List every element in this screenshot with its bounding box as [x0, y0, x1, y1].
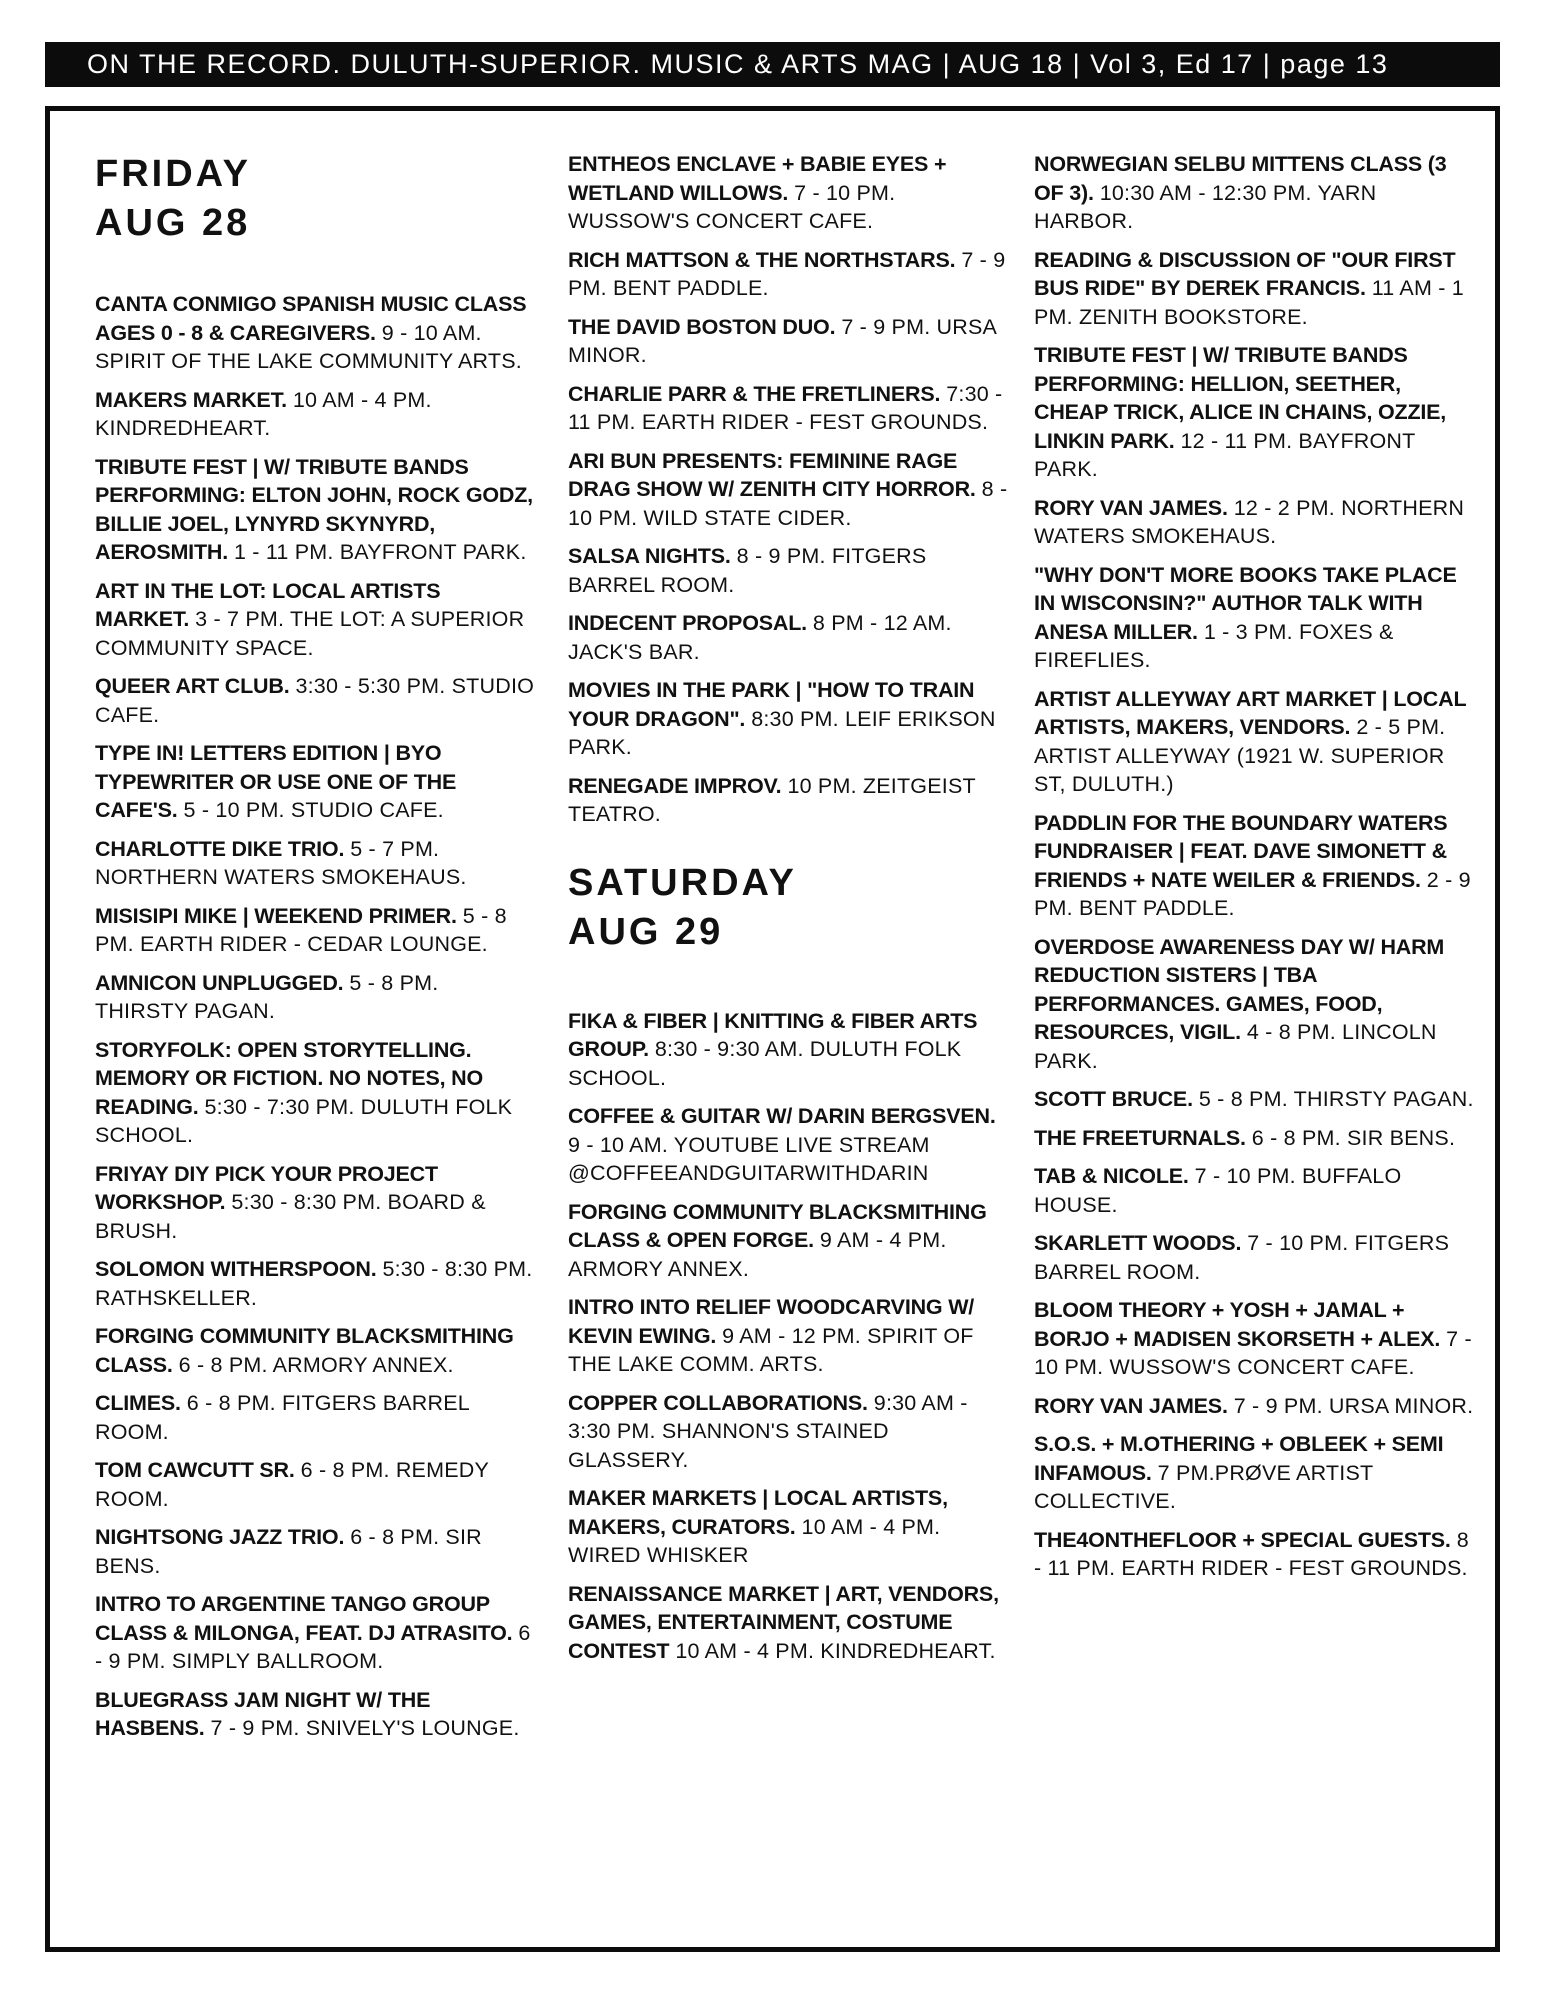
event-listing [1034, 1430, 1474, 1516]
event-details: 5 - 10 PM. STUDIO CAFE. [183, 798, 444, 822]
event-title: SKARLETT WOODS. [1034, 1231, 1242, 1255]
event-details: 10 PM. ZEITGEIST TEATRO. [568, 773, 976, 826]
event-listing [568, 150, 1008, 236]
event-title: SCOTT BRUCE. [1034, 1087, 1193, 1111]
event-details: 7:30 - 11 PM. EARTH RIDER - FEST GROUNDS. [568, 381, 1003, 434]
event-details: 5 - 8 PM. EARTH RIDER - CEDAR LOUNGE. [95, 903, 507, 956]
event-details: 7 - 9 PM. URSA MINOR. [568, 314, 996, 367]
event-title: MAKERS MARKET. [95, 387, 287, 412]
event-title: PADDLIN FOR THE BOUNDARY WATERS FUNDRAISER | FEAT. DAVE SIMONETT & FRIENDS + NATE WEILER & FRIENDS. [1034, 810, 1448, 892]
event-title: ENTHEOS ENCLAVE + BABIE EYES + WETLAND WILLOWS. [568, 152, 947, 205]
event-listing [568, 447, 1008, 533]
event-details: 10 AM - 4 PM. KINDREDHEART. [675, 1638, 996, 1663]
event-details: 5:30 - 8:30 PM. BOARD & BRUSH. [95, 1190, 486, 1243]
event-details: 6 - 9 PM. SIMPLY BALLROOM. [95, 1620, 531, 1673]
event-listing [1034, 809, 1474, 923]
event-title: INDECENT PROPOSAL. [568, 611, 807, 635]
event-listing [1034, 1526, 1474, 1583]
event-details: 5:30 - 7:30 PM. DULUTH FOLK SCHOOL. [95, 1094, 513, 1147]
saturday-heading [568, 859, 1008, 957]
event-listing [1034, 933, 1474, 1076]
page-header-bar [45, 42, 1500, 87]
event-listing [1034, 561, 1474, 675]
event-listing [568, 772, 1008, 829]
event-details: 5 - 8 PM. THIRSTY PAGAN. [1198, 1087, 1474, 1111]
event-listing [95, 1686, 535, 1743]
event-title: FORGING COMMUNITY BLACKSMITHING CLASS & OPEN FORGE. [568, 1199, 987, 1252]
event-title: STORYFOLK: OPEN STORYTELLING. MEMORY OR FICTION. NO NOTES, NO READING. [95, 1037, 483, 1119]
event-title: COPPER COLLABORATIONS. [568, 1390, 868, 1415]
friday-events-list-2 [568, 150, 1008, 829]
event-details: 6 - 8 PM. SIR BENS. [95, 1525, 482, 1578]
event-details: 9 - 10 AM. YOUTUBE LIVE STREAM @COFFEEANDGUITARWITHDARIN [568, 1132, 930, 1185]
event-listing [95, 739, 535, 825]
event-title: "WHY DON'T MORE BOOKS TAKE PLACE IN WISCONSIN?" AUTHOR TALK WITH ANESA MILLER. [1034, 562, 1457, 644]
event-listing [95, 386, 535, 443]
event-details: 12 - 11 PM. BAYFRONT PARK. [1034, 428, 1416, 481]
event-title: THE FREETURNALS. [1034, 1125, 1246, 1150]
event-title: S.O.S. + M.OTHERING + OBLEEK + SEMI INFAMOUS. [1034, 1432, 1444, 1485]
event-listing [95, 1322, 535, 1379]
event-details: 4 - 8 PM. LINCOLN PARK. [1034, 1020, 1437, 1073]
event-listing [1034, 494, 1474, 551]
event-title: TRIBUTE FEST | W/ TRIBUTE BANDS PERFORMING: HELLION, SEETHER, CHEAP TRICK, ALICE IN CHAINS, OZZIE, LINKIN PARK. [1034, 343, 1447, 453]
event-details: 10:30 AM - 12:30 PM. YARN HARBOR. [1034, 180, 1377, 233]
event-title: CHARLOTTE DIKE TRIO. [95, 836, 345, 861]
event-details: 3:30 - 5:30 PM. STUDIO CAFE. [95, 674, 535, 727]
event-details: 7 - 10 PM. WUSSOW'S CONCERT CAFE. [1034, 1326, 1472, 1379]
event-title: RORY VAN JAMES. [1034, 1393, 1228, 1418]
event-title: SOLOMON WITHERSPOON. [95, 1257, 377, 1281]
event-title: RENEGADE IMPROV. [568, 773, 782, 798]
event-title: RORY VAN JAMES. [1034, 495, 1228, 520]
event-title: TRIBUTE FEST | W/ TRIBUTE BANDS PERFORMING: ELTON JOHN, ROCK GODZ, BILLIE JOEL, LYNYRD SKYNYRD, AEROSMITH. [95, 454, 533, 564]
saturday-events-list-1 [568, 1007, 1008, 1666]
event-title: THE DAVID BOSTON DUO. [568, 314, 836, 339]
column-1 [95, 150, 535, 1753]
event-details: 8 - 10 PM. WILD STATE CIDER. [568, 477, 1008, 530]
column-2 [568, 150, 1008, 1675]
event-listing [1034, 1229, 1474, 1286]
event-details: 8:30 PM. LEIF ERIKSON PARK. [568, 706, 996, 759]
saturday-heading-date: AUG 29 [568, 910, 724, 953]
event-listing [95, 835, 535, 892]
event-listing [95, 1456, 535, 1513]
event-details: 7 - 9 PM. URSA MINOR. [1233, 1393, 1474, 1418]
event-title: AMNICON UNPLUGGED. [95, 970, 344, 995]
event-details: 1 - 3 PM. FOXES & FIREFLIES. [1034, 619, 1394, 672]
event-title: TYPE IN! LETTERS EDITION | BYO TYPEWRITER OR USE ONE OF THE CAFE'S. [95, 741, 457, 822]
event-listing [95, 1590, 535, 1676]
event-listing [95, 453, 535, 567]
event-details: 10 AM - 4 PM. KINDREDHEART. [95, 387, 432, 440]
event-details: 9:30 AM - 3:30 PM. SHANNON'S STAINED GLASSERY. [568, 1390, 968, 1472]
event-details: 8:30 - 9:30 AM. DULUTH FOLK SCHOOL. [568, 1037, 962, 1090]
event-listing [568, 1580, 1008, 1666]
event-title: FRIYAY DIY PICK YOUR PROJECT WORKSHOP. [95, 1161, 438, 1214]
event-details: 6 - 8 PM. FITGERS BARREL ROOM. [95, 1391, 470, 1444]
event-title: THE4ONTHEFLOOR + SPECIAL GUESTS. [1034, 1527, 1451, 1552]
event-details: 11 AM - 1 PM. ZENITH BOOKSTORE. [1034, 276, 1464, 329]
event-details: 9 AM - 12 PM. SPIRIT OF THE LAKE COMM. ARTS. [568, 1323, 974, 1376]
saturday-heading-day: SATURDAY [568, 861, 797, 904]
event-details: 9 AM - 4 PM. ARMORY ANNEX. [568, 1228, 947, 1281]
event-details: 2 - 9 PM. BENT PADDLE. [1034, 867, 1471, 920]
event-listing [1034, 246, 1474, 332]
event-details: 7 PM.PRØVE ARTIST COLLECTIVE. [1034, 1460, 1373, 1513]
event-details: 10 AM - 4 PM. WIRED WHISKER [568, 1514, 941, 1567]
event-details: 8 PM - 12 AM. JACK'S BAR. [568, 611, 952, 664]
event-title: NORWEGIAN SELBU MITTENS CLASS (3 OF 3). [1034, 152, 1447, 205]
event-listing [568, 1484, 1008, 1570]
event-details: 8 - 9 PM. FITGERS BARREL ROOM. [568, 544, 927, 597]
event-title: FIKA & FIBER | KNITTING & FIBER ARTS GROUP. [568, 1008, 978, 1061]
event-listing [1034, 1296, 1474, 1382]
event-title: BLOOM THEORY + YOSH + JAMAL + BORJO + MADISEN SKORSETH + ALEX. [1034, 1298, 1441, 1351]
event-listing [1034, 1162, 1474, 1219]
event-details: 5:30 - 8:30 PM. RATHSKELLER. [95, 1257, 533, 1310]
event-details: 7 - 10 PM. BUFFALO HOUSE. [1034, 1164, 1402, 1217]
event-title: TOM CAWCUTT SR. [95, 1458, 295, 1482]
event-listing [1034, 1392, 1474, 1421]
event-details: 5 - 8 PM. THIRSTY PAGAN. [95, 970, 439, 1023]
event-details: 8 - 11 PM. EARTH RIDER - FEST GROUNDS. [1034, 1527, 1469, 1580]
friday-heading-date: AUG 28 [95, 202, 251, 244]
event-listing [95, 902, 535, 959]
event-details: 6 - 8 PM. SIR BENS. [1251, 1125, 1456, 1150]
event-listing [1034, 341, 1474, 484]
event-details: 1 - 11 PM. BAYFRONT PARK. [233, 540, 527, 564]
event-listing [1034, 685, 1474, 799]
event-details: 7 - 9 PM. BENT PADDLE. [568, 247, 1006, 300]
event-title: CLIMES. [95, 1391, 181, 1415]
event-details: 6 - 8 PM. REMEDY ROOM. [95, 1458, 489, 1511]
event-title: BLUEGRASS JAM NIGHT W/ THE HASBENS. [95, 1687, 431, 1740]
event-listing [568, 1389, 1008, 1475]
event-listing [1034, 1124, 1474, 1153]
event-listing [568, 246, 1008, 303]
friday-events-list-1 [95, 290, 535, 1743]
column-3 [1034, 150, 1474, 1593]
event-listing [95, 1389, 535, 1446]
event-listing [95, 1036, 535, 1150]
event-title: SALSA NIGHTS. [568, 544, 731, 568]
event-title: ART IN THE LOT: LOCAL ARTISTS MARKET. [95, 578, 441, 631]
event-listing [95, 1523, 535, 1580]
event-details: 12 - 2 PM. NORTHERN WATERS SMOKEHAUS. [1034, 495, 1465, 548]
event-listing [95, 1160, 535, 1246]
event-title: QUEER ART CLUB. [95, 674, 290, 698]
event-listing [95, 1255, 535, 1312]
event-title: READING & DISCUSSION OF "OUR FIRST BUS RIDE" BY DEREK FRANCIS. [1034, 247, 1456, 300]
event-title: MOVIES IN THE PARK | "HOW TO TRAIN YOUR DRAGON". [568, 678, 975, 731]
event-listing [568, 1198, 1008, 1284]
event-title: MISISIPI MIKE | WEEKEND PRIMER. [95, 903, 457, 928]
event-title: TAB & NICOLE. [1034, 1164, 1189, 1188]
event-details: 5 - 7 PM. NORTHERN WATERS SMOKEHAUS. [95, 836, 467, 889]
event-title: NIGHTSONG JAZZ TRIO. [95, 1525, 345, 1549]
event-details: 6 - 8 PM. ARMORY ANNEX. [178, 1352, 454, 1377]
event-title: ARTIST ALLEYWAY ART MARKET | LOCAL ARTISTS, MAKERS, VENDORS. [1034, 686, 1467, 739]
event-title: FORGING COMMUNITY BLACKSMITHING CLASS. [95, 1324, 514, 1377]
event-title: MAKER MARKETS | LOCAL ARTISTS, MAKERS, CURATORS. [568, 1486, 948, 1539]
friday-heading-day: FRIDAY [95, 153, 251, 195]
event-details: 2 - 5 PM. ARTIST ALLEYWAY (1921 W. SUPERIOR ST, DULUTH.) [1034, 715, 1446, 796]
event-listing [1034, 150, 1474, 236]
event-listing [568, 542, 1008, 599]
event-title: COFFEE & GUITAR W/ DARIN BERGSVEN. [568, 1104, 996, 1128]
header-title: ON THE RECORD. DULUTH-SUPERIOR. MUSIC & ARTS MAG | AUG 18 | Vol 3, Ed 17 | page 13 [87, 49, 1389, 79]
event-title: ARI BUN PRESENTS: FEMININE RAGE DRAG SHOW W/ ZENITH CITY HORROR. [568, 448, 976, 501]
event-listing [95, 969, 535, 1026]
event-listing [95, 290, 535, 376]
event-title: CHARLIE PARR & THE FRETLINERS. [568, 381, 941, 406]
friday-heading [95, 150, 535, 248]
event-details: 7 - 10 PM. WUSSOW'S CONCERT CAFE. [568, 180, 896, 233]
event-title: CANTA CONMIGO SPANISH MUSIC CLASS AGES 0 - 8 & CAREGIVERS. [95, 292, 527, 345]
event-title: OVERDOSE AWARENESS DAY W/ HARM REDUCTION SISTERS | TBA PERFORMANCES. GAMES, FOOD, RESOURCES, VIGIL. [1034, 934, 1445, 1044]
event-listing [568, 1102, 1008, 1188]
event-listing [95, 577, 535, 663]
event-listing [568, 313, 1008, 370]
event-listing [568, 609, 1008, 666]
event-title: RENAISSANCE MARKET | ART, VENDORS, GAMES, ENTERTAINMENT, COSTUME CONTEST [568, 1581, 999, 1663]
event-details: 9 - 10 AM. SPIRIT OF THE LAKE COMMUNITY ARTS. [95, 320, 522, 373]
event-details: 7 - 9 PM. SNIVELY'S LOUNGE. [210, 1716, 520, 1740]
event-title: INTRO TO ARGENTINE TANGO GROUP CLASS & MILONGA, FEAT. DJ ATRASITO. [95, 1592, 513, 1645]
event-listing [568, 676, 1008, 762]
event-title: RICH MATTSON & THE NORTHSTARS. [568, 247, 956, 272]
event-listing [568, 1293, 1008, 1379]
saturday-events-list-2 [1034, 150, 1474, 1583]
event-listing [568, 1007, 1008, 1093]
event-listing [1034, 1085, 1474, 1114]
event-details: 7 - 10 PM. FITGERS BARREL ROOM. [1034, 1231, 1450, 1284]
event-listing [95, 672, 535, 729]
event-listing [568, 380, 1008, 437]
event-details: 3 - 7 PM. THE LOT: A SUPERIOR COMMUNITY SPACE. [95, 607, 525, 660]
event-title: INTRO INTO RELIEF WOODCARVING W/ KEVIN EWING. [568, 1295, 975, 1348]
